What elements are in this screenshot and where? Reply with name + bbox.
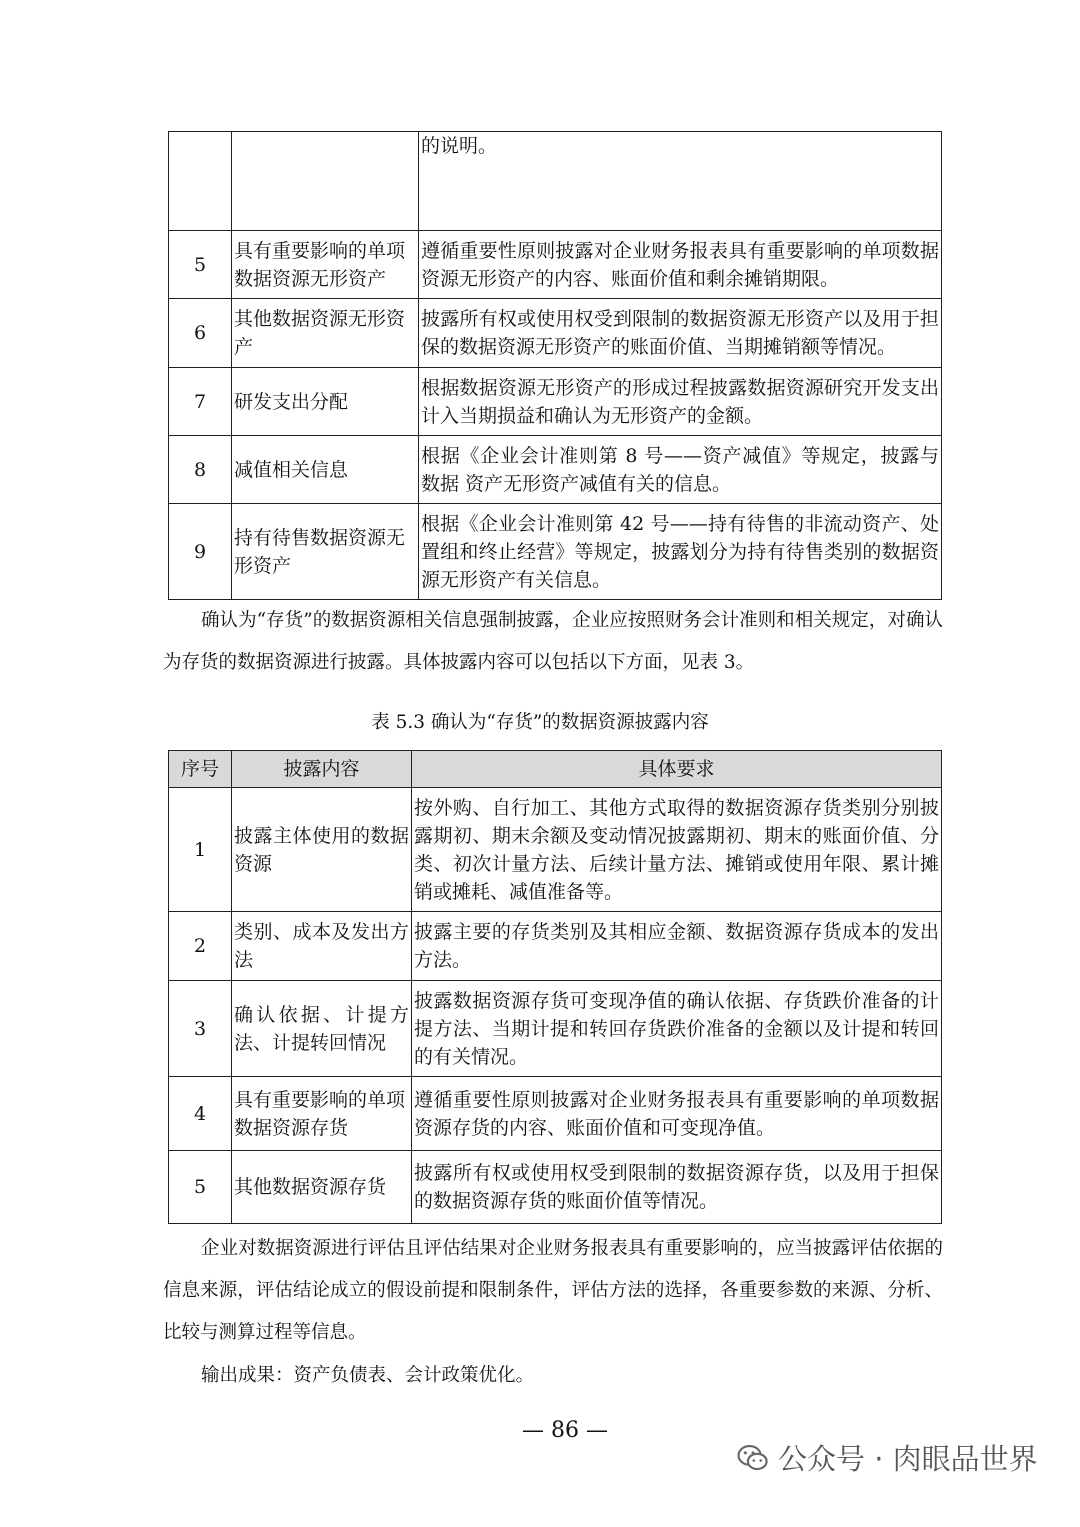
row-number: 8 [169, 436, 232, 504]
row-number: 5 [169, 231, 232, 299]
row-content: 根据《企业会计准则第 42 号——持有待售的非流动资产、处置组和终止经营》等规定，披露划分为持有待售类别的数据资源无形资产有关信息。 [419, 504, 942, 600]
table-caption: 表 5.3 确认为“存货”的数据资源披露内容 [371, 712, 709, 733]
row-title: 披露主体使用的数据资源 [232, 788, 412, 912]
row-number: 9 [169, 504, 232, 600]
page-number: — 86 — [522, 1418, 608, 1443]
row-content: 披露所有权或使用权受到限制的数据资源存货，以及用于担保的数据资源存货的账面价值等情况。 [412, 1151, 942, 1224]
row-number: 2 [169, 912, 232, 981]
row-number [169, 132, 232, 231]
table-row [169, 1151, 942, 1224]
row-content: 根据《企业会计准则第 8 号——资产减值》等规定，披露与数据 资产无形资产减值有关的信息。 [419, 436, 942, 504]
row-number: 3 [169, 981, 232, 1077]
row-content: 遵循重要性原则披露对企业财务报表具有重要影响的单项数据资源无形资产的内容、账面价值和剩余摊销期限。 [419, 231, 942, 299]
row-title: 研发支出分配 [232, 368, 419, 436]
row-title: 确认依据、计提方法、计提转回情况 [232, 981, 412, 1077]
row-number: 6 [169, 299, 232, 368]
table-row [169, 231, 942, 299]
row-title: 其他数据资源无形资产 [232, 299, 419, 368]
table-row [169, 788, 942, 912]
table-row [169, 368, 942, 436]
table-row [169, 981, 942, 1077]
row-title: 具有重要影响的单项数据资源无形资产 [232, 231, 419, 299]
table-row [169, 1077, 942, 1151]
table-header-row [169, 751, 942, 788]
row-content: 根据数据资源无形资产的形成过程披露数据资源研究开发支出计入当期损益和确认为无形资产的金额。 [419, 368, 942, 436]
paragraph-output: 输出成果：资产负债表、会计政策优化。 [201, 1365, 535, 1386]
table-row [169, 132, 942, 231]
watermark-text: 公众号 · 肉眼品世界 [778, 1442, 1038, 1476]
table-row [169, 299, 942, 368]
header-content: 披露内容 [232, 751, 412, 788]
header-number: 序号 [169, 751, 232, 788]
wechat-icon [736, 1441, 770, 1475]
row-title: 持有待售数据资源无形资产 [232, 504, 419, 600]
paragraph-evaluation: 企业对数据资源进行评估且评估结果对企业财务报表具有重要影响的，应当披露评估依据的信息来源，评估结论成立的假设前提和限制条件，评估方法的选择，各重要参数的来源、分析、比较与测算过程等信息。 [163, 1238, 943, 1343]
row-number: 5 [169, 1151, 232, 1224]
row-content: 披露主要的存货类别及其相应金额、数据资源存货成本的发出方法。 [412, 912, 942, 981]
paragraph-inventory-intro: 确认为“存货”的数据资源相关信息强制披露，企业应按照财务会计准则和相关规定，对确认为存货的数据资源进行披露。具体披露内容可以包括以下方面，见表 3。 [163, 610, 943, 673]
row-content: 披露数据资源存货可变现净值的确认依据、存货跌价准备的计提方法、当期计提和转回存货跌价准备的金额以及计提和转回的有关情况。 [412, 981, 942, 1077]
row-number: 4 [169, 1077, 232, 1151]
table-row [169, 504, 942, 600]
table-row [169, 436, 942, 504]
header-requirement: 具体要求 [412, 751, 942, 788]
row-number: 1 [169, 788, 232, 912]
row-title: 其他数据资源存货 [232, 1151, 412, 1224]
row-content: 遵循重要性原则披露对企业财务报表具有重要影响的单项数据资源存货的内容、账面价值和可变现净值。 [412, 1077, 942, 1151]
watermark [736, 1437, 1038, 1478]
row-content: 按外购、自行加工、其他方式取得的数据资源存货类别分别披露期初、期末余额及变动情况披露期初、期末的账面价值、分类、初次计量方法、后续计量方法、摊销或使用年限、累计摊销或摊耗、减值准备等。 [412, 788, 942, 912]
row-content: 的说明。 [419, 132, 942, 231]
row-title: 具有重要影响的单项数据资源存货 [232, 1077, 412, 1151]
row-number: 7 [169, 368, 232, 436]
row-title [232, 132, 419, 231]
row-title: 类别、成本及发出方法 [232, 912, 412, 981]
row-content: 披露所有权或使用权受到限制的数据资源无形资产以及用于担保的数据资源无形资产的账面价值、当期摊销额等情况。 [419, 299, 942, 368]
table-row [169, 912, 942, 981]
inventory-disclosure-table [168, 750, 942, 1224]
row-title: 减值相关信息 [232, 436, 419, 504]
disclosure-table-continued [168, 131, 942, 600]
